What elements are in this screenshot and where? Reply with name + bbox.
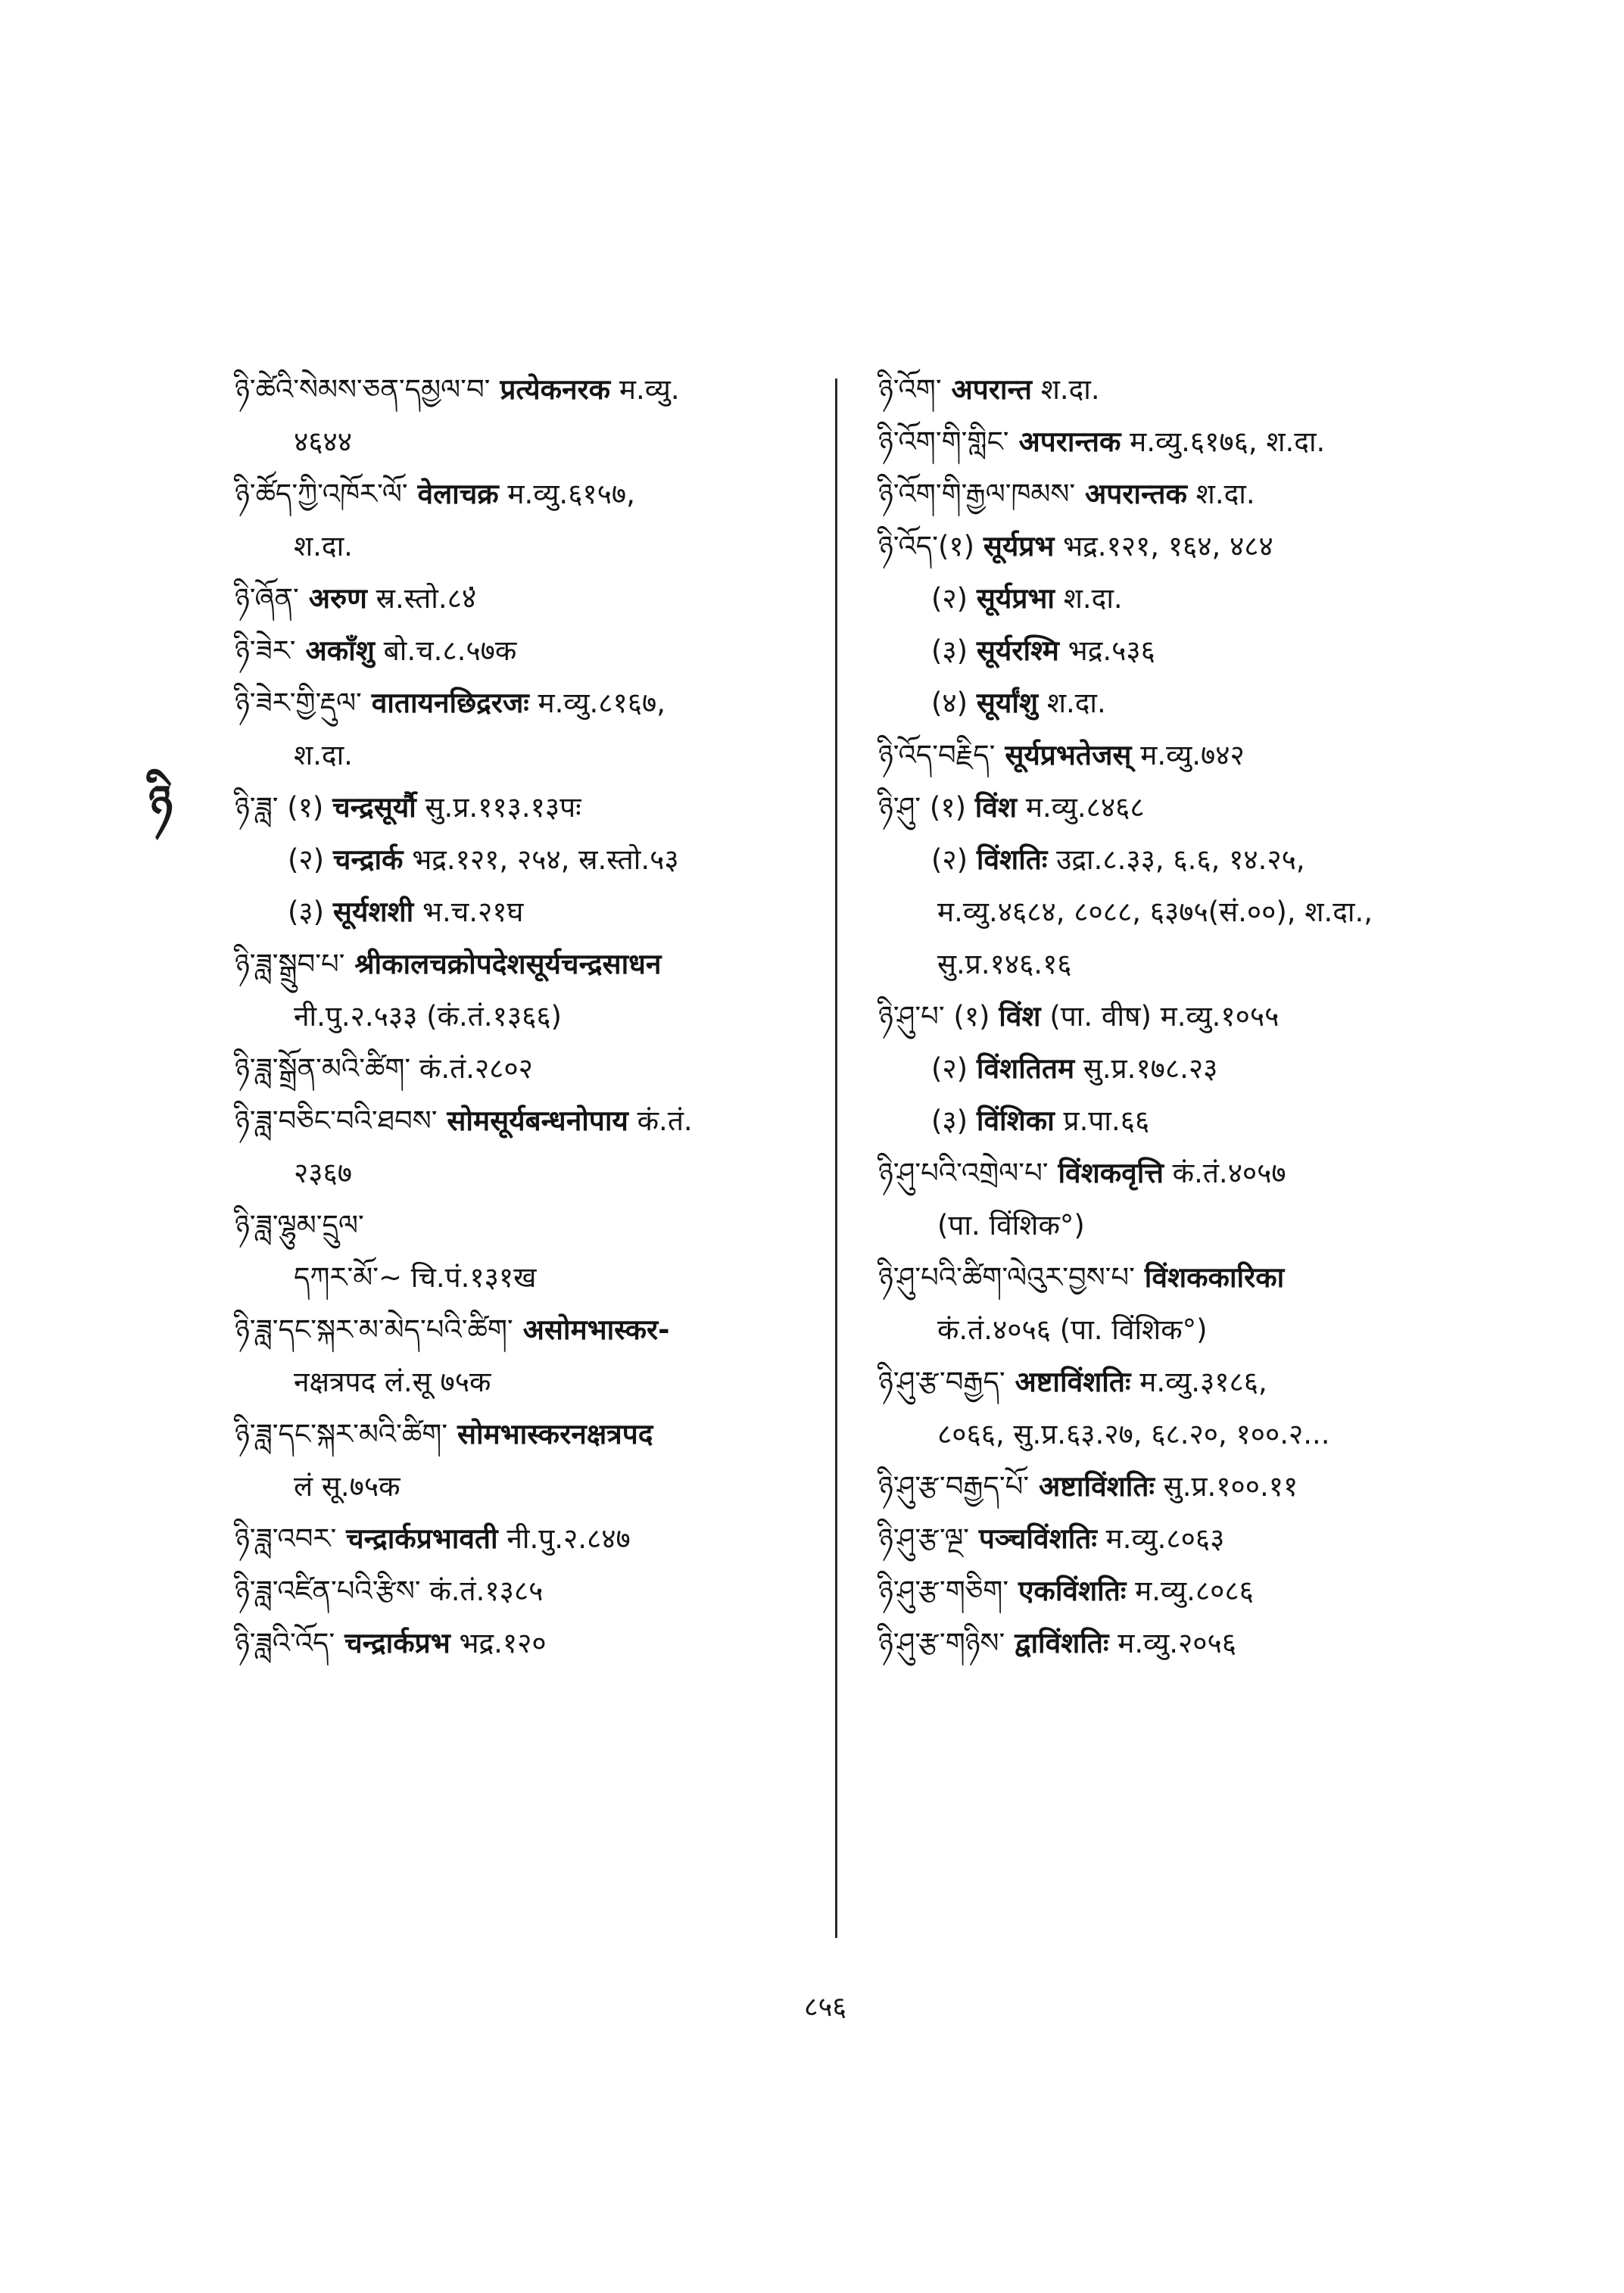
entry-continuation: नक्षत्रपद लं.सू ७५क [294,1366,491,1398]
entry-headline [235,677,825,729]
entry-continuation: ४६४४ [294,425,352,458]
source-reference: (२) [288,843,333,876]
source-reference: (३) [931,634,977,667]
dictionary-entry [235,886,825,938]
entry-headline [235,938,825,990]
source-reference: सु.प्र.११३.१३पः [416,791,581,824]
source-reference: श.दा. [1055,582,1123,615]
dictionary-entry [878,1513,1484,1565]
sanskrit-equivalent: चन्द्रार्क [332,843,404,876]
source-reference: (३) [288,896,333,928]
entry-headline [878,468,1484,520]
sanskrit-equivalent: सोमभास्करनक्षत्रपद [447,1418,653,1450]
source-reference: उद्रा.८.३३, ६.६, १४.२५, [1047,843,1305,876]
entry-subsense [878,625,1484,677]
sanskrit-equivalent: विंशतिः [976,843,1048,876]
tibetan-headword: ཉི་ཚོད་ཀྱི་འཁོར་ལོ་ [235,478,408,510]
source-reference: सु.प्र.१७८.२३ [1074,1052,1218,1085]
entry-headline [878,1251,1484,1304]
source-reference: (पा. वीष) म.व्यु.१०५५ [1040,1000,1280,1033]
dictionary-entry [878,468,1484,520]
tibetan-headword: ཉི་ཟླ་འཛིན་པའི་རྩིས་ [235,1575,421,1607]
sanskrit-equivalent: सूर्यांशु [976,687,1039,719]
source-reference: (१) [937,530,983,562]
tibetan-headword: ཉི་ཟླ་བཅིང་བའི་ཐབས་ [235,1104,438,1137]
source-reference: स्र.स्तो.८४ [366,582,477,615]
sanskrit-equivalent: वातायनछिद्ररजः [361,687,529,719]
dictionary-entry [235,1042,825,1095]
sanskrit-equivalent: द्वाविंशतिः [1005,1627,1109,1659]
tibetan-headword: ཉི་ཤུ་པའི་ཚིག་ལེའུར་བྱས་པ་ [878,1261,1135,1294]
entry-headline [235,1095,825,1147]
dictionary-entry [878,781,1484,833]
dictionary-entry [878,677,1484,729]
tibetan-headword: ཉི་ཤུ་པ་ [878,1000,945,1033]
sanskrit-equivalent: सूर्यशशी [332,896,414,928]
right-column [878,363,1484,1669]
dictionary-entry [235,1304,825,1408]
tibetan-headword: ཉི་ཤུ་རྩ་ལྔ་ [878,1522,969,1555]
entry-headline [235,1042,825,1095]
entry-headline [235,781,825,833]
sanskrit-equivalent: अष्टाविंशतिः [1029,1470,1155,1503]
dictionary-entry [235,1095,825,1199]
dictionary-entry [235,833,825,886]
sanskrit-equivalent: सूर्यरश्मि [976,634,1059,667]
entry-headline [878,1356,1484,1408]
sanskrit-equivalent: विंश [999,1000,1041,1033]
source-reference: (१) [278,791,333,824]
tibetan-headword: ཉི་ཟླ་འབར་ [235,1522,337,1555]
source-reference: भद्र.१२० [450,1627,547,1659]
tibetan-headword: ཉི་འོད་བརྗིད་ [878,739,996,771]
sanskrit-equivalent: चन्द्रसूर्यौ [332,791,416,824]
entry-headline [878,520,1484,572]
sanskrit-equivalent: अकाँशु [295,634,375,667]
dictionary-entry [878,363,1484,416]
entry-headline [878,990,1484,1042]
entry-subsense [235,833,825,886]
dictionary-entry [878,1147,1484,1251]
sanskrit-equivalent: प्रत्येकनरक [490,373,611,406]
sanskrit-equivalent: विंशकवृत्ति [1048,1157,1164,1189]
sanskrit-equivalent: पञ्चविंशतिः [969,1522,1097,1555]
entry-headline [235,625,825,677]
entry-headline [235,1617,825,1669]
tibetan-headword: ཉི་ཚེའི་སེམས་ཅན་དམྱལ་བ་ [235,373,491,406]
dictionary-entry [878,1095,1484,1147]
sanskrit-equivalent: विंश [974,791,1018,824]
entry-continuation: श.दा. [294,739,353,771]
source-reference: कं.तं.२८०२ [410,1052,533,1085]
sanskrit-equivalent: अपरान्त [941,373,1032,406]
entry-continuation: श.दा. [294,530,353,562]
sanskrit-equivalent: विंशिका [976,1104,1055,1137]
tibetan-headword: ཉི་ཞོན་ [235,582,299,615]
dictionary-entry [878,990,1484,1042]
source-reference: (२) [931,843,977,876]
page-number: ८५६ [803,1992,847,2023]
entry-subsense [878,1042,1484,1095]
entry-headline [235,363,825,416]
entry-continuation: लं सू.७५क [294,1470,401,1503]
entry-continuation: ८०६६, सु.प्र.६३.२७, ६८.२०, १००.२... [937,1418,1330,1450]
source-reference: कं.तं.४०५७ [1163,1157,1286,1189]
dictionary-entry [235,1408,825,1513]
sanskrit-equivalent: श्रीकालचक्रोपदेशसूर्यचन्द्रसाधन [344,948,662,980]
source-reference: म.व्यु.७४२ [1131,739,1245,771]
sanskrit-equivalent: अरुण [298,582,367,615]
sanskrit-equivalent: असोमभास्कर- [513,1313,670,1346]
source-reference: म.व्यु.८१६७, [528,687,666,719]
tibetan-headword: ཉི་ཤུ་རྩ་བརྒྱད་པོ་ [878,1470,1030,1503]
source-reference: (१) [921,791,975,824]
tibetan-headword: ཉི་ཟླའི་འོད་ [235,1627,335,1659]
entry-continuation: कं.तं.४०५६ (पा. विंशिक°) [937,1313,1208,1346]
source-reference: म.व्यु.२०५६ [1108,1627,1236,1659]
tibetan-headword: ཉི་འོག་གི་རྒྱལ་ཁམས་ [878,478,1076,510]
dictionary-entry [878,1042,1484,1095]
dictionary-entry [235,1199,825,1304]
entry-headline [235,1513,825,1565]
column-divider [835,379,837,1938]
source-reference: श.दा. [1031,373,1100,406]
tibetan-headword: ཉི་ཟླ་སྒྲུབ་པ་ [235,948,345,980]
tibetan-headword: ཉི་ཟླ་དང་སྐར་མའི་ཚིག་ [235,1418,448,1450]
tibetan-headword: ཉི་འོག་གི་གླིང་ [878,425,1009,458]
entry-headline [235,1199,825,1251]
sanskrit-equivalent: सूर्यप्रभ [983,530,1055,562]
dictionary-entry [235,781,825,833]
dictionary-entry [235,468,825,572]
source-reference: म.व्यु.८०६३ [1096,1522,1225,1555]
sanskrit-equivalent: विंशतितम [976,1052,1075,1085]
left-column [235,363,825,1669]
dictionary-entry [878,1251,1484,1356]
entry-headline [878,729,1484,781]
sanskrit-equivalent: सूर्यप्रभतेजस् [995,739,1132,771]
dictionary-entry [878,1460,1484,1513]
tibetan-headword: ཉི་ཟླ་ [235,791,279,824]
dictionary-entry [235,572,825,625]
tibetan-headword: ཉི་ཟླ་དང་སྐར་མ་མེད་པའི་ཚིག་ [235,1313,513,1346]
sanskrit-equivalent: एकविंशतिः [1008,1575,1127,1607]
dictionary-entry [878,625,1484,677]
entry-subsense [878,677,1484,729]
source-reference: भद्र.१२१, १६४, ४८४ [1054,530,1273,562]
tibetan-headword: ཉི་ཤུ་རྩ་བརྒྱད་ [878,1366,1005,1398]
entry-continuation: (पा. विंशिक°) [937,1209,1085,1242]
dictionary-entry [878,1356,1484,1460]
entry-headline [878,1460,1484,1513]
margin-section-mark: ཉི [148,776,173,829]
dictionary-entry [235,677,825,781]
source-reference: (२) [931,1052,977,1085]
source-reference: कं.तं. [628,1104,693,1137]
entry-headline [235,1565,825,1617]
entry-continuation: དཀར་མོ་~ चि.पं.१३१ख [294,1261,537,1294]
tibetan-headword: ཉི་ཟླ་ལྷུམ་དྲུལ་ [235,1209,364,1242]
tibetan-headword: ཉི་ཟླ་སྒྲོན་མའི་ཚིག་ [235,1052,411,1085]
sanskrit-equivalent: सोमसूर्यबन्धनोपाय [437,1104,628,1137]
source-reference: म.व्यु. [610,373,680,406]
dictionary-entry [878,572,1484,625]
source-reference: सु.प्र.१००.११ [1154,1470,1298,1503]
source-reference: नी.पु.२.८४७ [497,1522,631,1555]
tibetan-headword: ཉི་ཤུ་རྩ་གཅིག་ [878,1575,1009,1607]
tibetan-headword: ཉི་ཤུ་པའི་འགྲེལ་པ་ [878,1157,1049,1189]
tibetan-headword: ཉི་ཟེར་ [235,634,296,667]
dictionary-entry [878,1617,1484,1669]
dictionary-entry [878,416,1484,468]
entry-headline [878,416,1484,468]
dictionary-entry [878,520,1484,572]
entry-headline [235,468,825,520]
entry-headline [878,1617,1484,1669]
entry-subsense [235,886,825,938]
entry-headline [235,1304,825,1356]
dictionary-entry [235,363,825,468]
dictionary-entry [235,1565,825,1617]
sanskrit-equivalent: अपरान्तक [1075,478,1187,510]
entry-headline [878,781,1484,833]
sanskrit-equivalent: अपरान्तक [1008,425,1121,458]
entry-headline [235,572,825,625]
source-reference: बो.च.८.५७क [374,634,517,667]
source-reference: म.व्यु.८४६८ [1017,791,1145,824]
source-reference: भद्र.५३६ [1058,634,1155,667]
source-reference: श.दा. [1038,687,1106,719]
source-reference: (१) [944,1000,999,1033]
entry-continuation: नी.पु.२.५३३ (कं.तं.१३६६) [294,1000,562,1033]
sanskrit-equivalent: चन्द्रार्कप्रभावती [336,1522,498,1555]
tibetan-headword: ཉི་འོད་ [878,530,938,562]
source-reference: म.व्यु.६१७६, श.दा. [1121,425,1326,458]
entry-continuation: म.व्यु.४६८४, ८०८८, ६३७५(सं.००), श.दा., [937,896,1373,928]
dictionary-entry [235,1513,825,1565]
source-reference: प्र.पा.६६ [1054,1104,1150,1137]
tibetan-headword: ཉི་འོག་ [878,373,942,406]
sanskrit-equivalent: चन्द्रार्कप्रभ [335,1627,450,1659]
source-reference: म.व्यु.८०८६ [1126,1575,1254,1607]
entry-headline [878,1147,1484,1199]
sanskrit-equivalent: विंशककारिका [1134,1261,1285,1294]
source-reference: (३) [931,1104,977,1137]
dictionary-entry [878,833,1484,990]
entry-headline [878,1513,1484,1565]
source-reference: म.व्यु.६१५७, [498,478,635,510]
entry-headline [878,363,1484,416]
source-reference: भद्र.१२१, २५४, स्र.स्तो.५३ [403,843,679,876]
sanskrit-equivalent: अष्टाविंशतिः [1005,1366,1131,1398]
tibetan-headword: ཉི་ཟེར་གྱི་རྡུལ་ [235,687,362,719]
entry-headline [235,1408,825,1460]
dictionary-entry [878,1565,1484,1617]
entry-continuation: २३६७ [294,1157,352,1189]
dictionary-entry [878,729,1484,781]
dictionary-entry [235,625,825,677]
source-reference: (४) [931,687,977,719]
entry-subsense [878,833,1484,886]
source-reference: कं.तं.१३८५ [420,1575,544,1607]
entry-continuation: सु.प्र.१४६.१६ [937,948,1072,980]
sanskrit-equivalent: सूर्यप्रभा [976,582,1055,615]
dictionary-entry [235,938,825,1042]
source-reference: श.दा. [1186,478,1255,510]
sanskrit-equivalent: वेलाचक्र [407,478,499,510]
source-reference: म.व्यु.३१८६, [1130,1366,1267,1398]
source-reference: भ.च.२१घ [413,896,524,928]
tibetan-headword: ཉི་ཤུ་རྩ་གཉིས་ [878,1627,1005,1659]
tibetan-headword: ཉི་ཤུ་ [878,791,921,824]
dictionary-entry [235,1617,825,1669]
entry-headline [878,1565,1484,1617]
source-reference: (२) [931,582,977,615]
entry-subsense [878,572,1484,625]
entry-subsense [878,1095,1484,1147]
